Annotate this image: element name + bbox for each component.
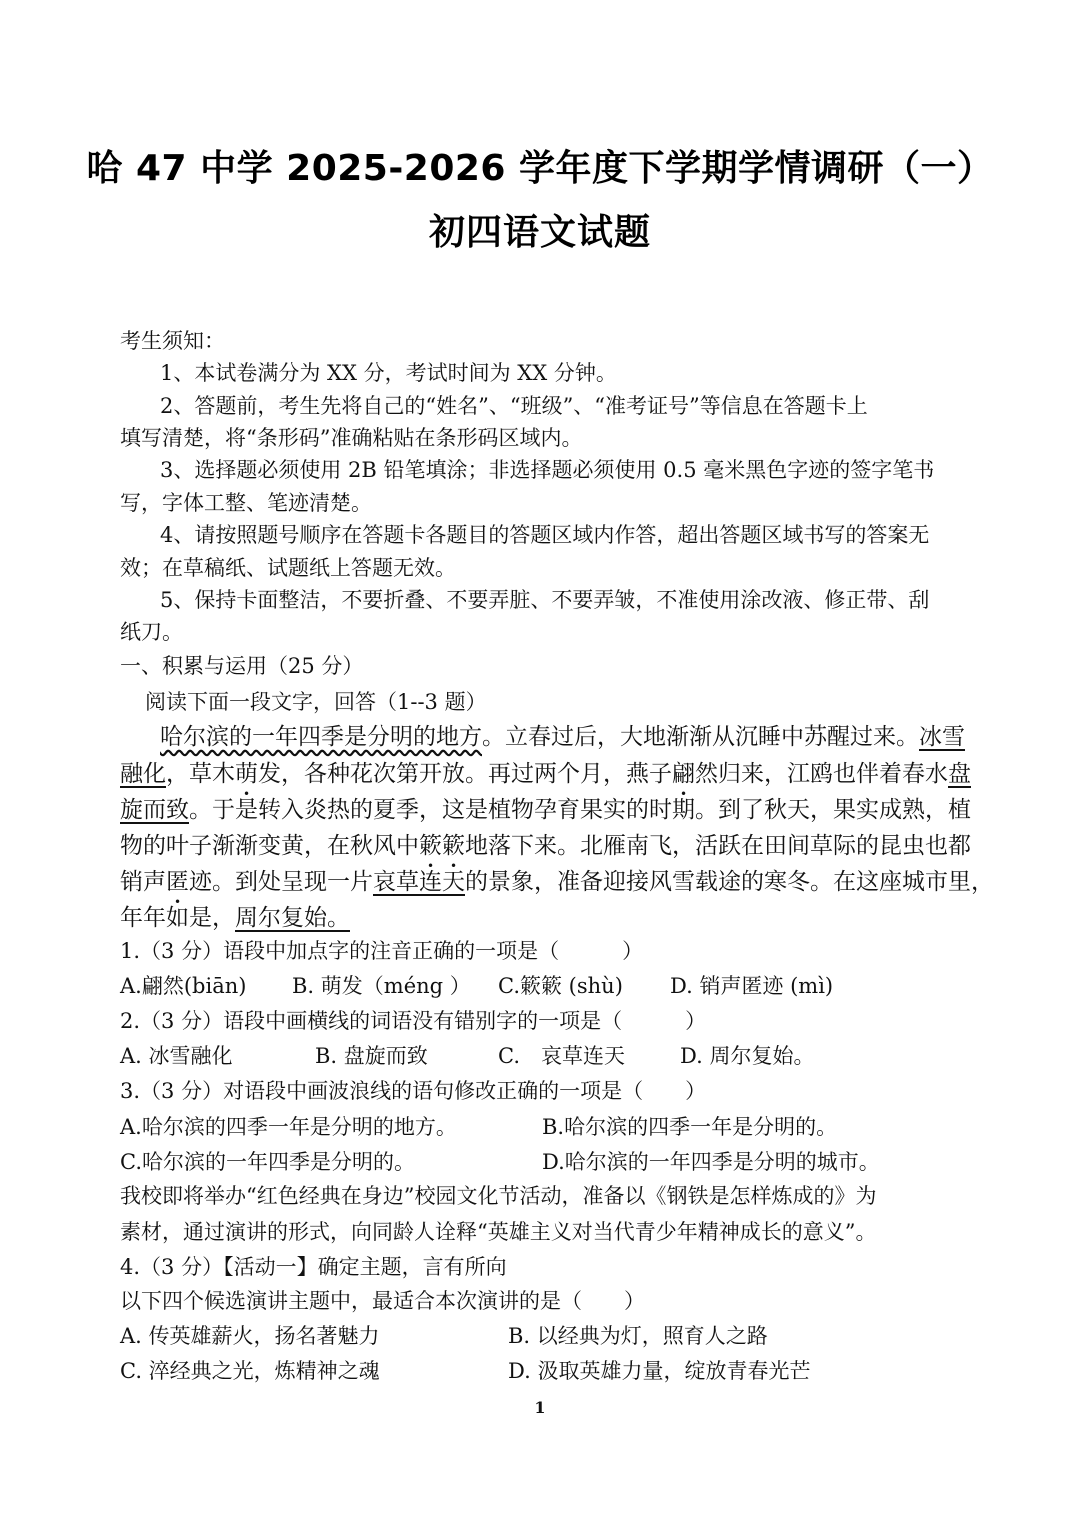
option-a: A. 传英雄薪火，扬名著魅力 <box>120 1324 380 1348</box>
question-1-stem: 1.（3 分）语段中加点字的注音正确的一项是（ ） <box>120 939 644 963</box>
passage-line: 销声匿迹。到处呈现一片哀草连天的景象，准备迎接风雪载途的寒冬。在这座城市里， <box>120 869 994 895</box>
notice-line: 5、保持卡面整洁，不要折叠、不要弄脏、不要弄皱，不准使用涂改液、修正带、刮 <box>160 588 930 612</box>
option-c: C.哈尔滨的一年四季是分明的。 <box>120 1150 415 1174</box>
question-4-stem: 4.（3 分）【活动一】确定主题，言有所向 <box>120 1255 507 1279</box>
option-d: D. 汲取英雄力量，绽放青春光芒 <box>508 1359 811 1383</box>
section-instruction: 阅读下面一段文字，回答（1--3 题） <box>145 690 487 714</box>
option-c: C. 淬经典之光，炼精神之魂 <box>120 1359 380 1383</box>
underlined-term: 哀草连天 <box>373 869 465 895</box>
notice-line: 填写清楚，将“条形码”准确粘贴在条形码区域内。 <box>120 426 583 450</box>
question-3-stem: 3.（3 分）对语段中画波浪线的语句修改正确的一项是（ ） <box>120 1079 707 1103</box>
underlined-term: 冰雪 <box>919 724 965 750</box>
notice-line: 3、选择题必须使用 2B 铅笔填涂；非选择题必须使用 0.5 毫米黑色字迹的签字笔书 <box>160 458 935 482</box>
notice-line: 4、请按照题号顺序在答题卡各题目的答题区域内作答，超出答题区域书写的答案无 <box>160 523 930 547</box>
option-a: A. 冰雪融化 <box>120 1044 233 1068</box>
wavy-sentence: 哈尔滨的一年四季是分明的地方 <box>160 724 482 750</box>
passage-line: 哈尔滨的一年四季是分明的地方。立春过后，大地渐渐从沉睡中苏醒过来。冰雪 <box>160 724 965 750</box>
notice-line: 写，字体工整、笔迹清楚。 <box>120 491 372 515</box>
section-heading: 一、积累与运用（25 分） <box>120 654 364 678</box>
dotted-char: 萌 <box>235 761 258 787</box>
dotted-char: 匿 <box>166 869 189 895</box>
option-d: D. 周尔复始。 <box>680 1044 815 1068</box>
underlined-term: 融化 <box>120 761 166 787</box>
page-number: 1 <box>534 1398 546 1417</box>
exam-subtitle: 初四语文试题 <box>428 212 651 253</box>
option-c: C. 哀草连天 <box>498 1044 625 1068</box>
option-c: C.簌簌 (shù) <box>498 974 623 998</box>
option-a: A.翩然(biān) <box>120 974 247 998</box>
option-b: B. 盘旋而致 <box>315 1044 428 1068</box>
dotted-char: 簌簌 <box>419 833 465 859</box>
dotted-char: 翩 <box>672 761 695 787</box>
question-2-stem: 2.（3 分）语段中画横线的词语没有错别字的一项是（ ） <box>120 1009 707 1033</box>
context-line: 素材，通过演讲的形式，向同龄人诠释“英雄主义对当代青少年精神成长的意义”。 <box>120 1220 877 1244</box>
question-4-prompt: 以下四个候选演讲主题中，最适合本次演讲的是（ ） <box>120 1289 645 1313</box>
option-b: B. 以经典为灯，照育人之路 <box>508 1324 768 1348</box>
option-d: D.哈尔滨的一年四季是分明的城市。 <box>542 1150 880 1174</box>
passage-line: 旋而致。于是转入炎热的夏季，这是植物孕育果实的时期。到了秋天，果实成熟，植 <box>120 797 971 823</box>
context-line: 我校即将举办“红色经典在身边”校园文化节活动，准备以《钢铁是怎样炼成的》为 <box>120 1184 877 1208</box>
underlined-term: 周尔复始。 <box>235 905 350 931</box>
option-a: A.哈尔滨的四季一年是分明的地方。 <box>120 1115 457 1139</box>
option-b: B. 萌发（méng ） <box>292 974 471 998</box>
underlined-term: 盘 <box>948 761 971 787</box>
notice-heading: 考生须知： <box>120 329 225 353</box>
notice-line: 1、本试卷满分为 XX 分，考试时间为 XX 分钟。 <box>160 361 617 385</box>
notice-line: 效；在草稿纸、试题纸上答题无效。 <box>120 556 456 580</box>
passage-line: 融化，草木萌发，各种花次第开放。再过两个月，燕子翩然归来，江鸥也伴着春水盘 <box>120 761 971 787</box>
notice-line: 2、答题前，考生先将自己的“姓名”、“班级”、“准考证号”等信息在答题卡上 <box>160 394 868 418</box>
option-b: B.哈尔滨的四季一年是分明的。 <box>542 1115 838 1139</box>
option-d: D. 销声匿迹 (mì) <box>670 974 834 998</box>
passage-line: 年年如是，周尔复始。 <box>120 905 350 931</box>
exam-title: 哈 47 中学 2025-2026 学年度下学期学情调研（一） <box>86 148 994 189</box>
notice-line: 纸刀。 <box>120 620 183 644</box>
passage-line: 物的叶子渐渐变黄，在秋风中簌簌地落下来。北雁南飞，活跃在田间草际的昆虫也都 <box>120 833 971 859</box>
underlined-term: 旋而致 <box>120 797 189 823</box>
